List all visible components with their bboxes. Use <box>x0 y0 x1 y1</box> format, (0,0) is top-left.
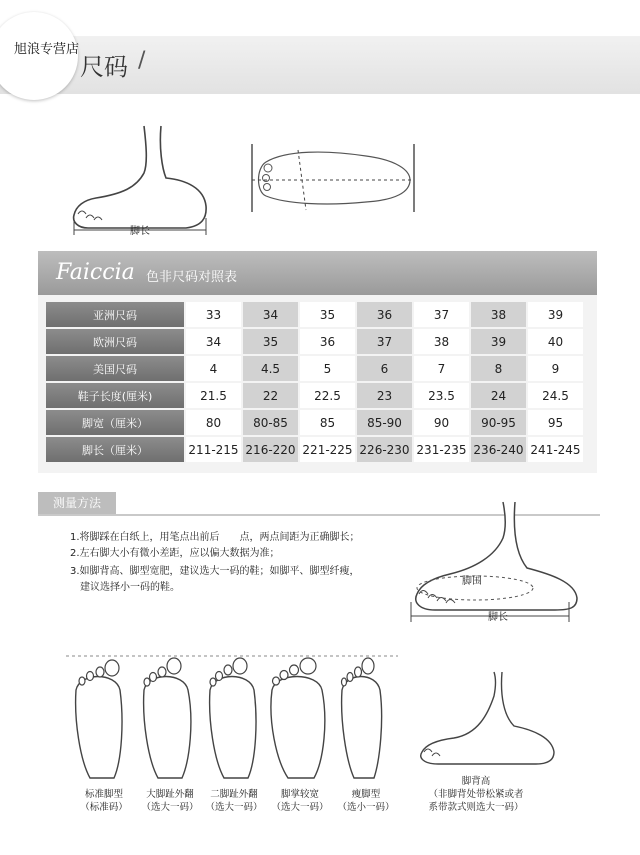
size-row-label: 欧洲尺码 <box>46 329 184 354</box>
brand-name: Faiccia <box>56 260 135 285</box>
size-row-label: 脚长（厘米） <box>46 437 184 462</box>
size-table-row <box>46 410 583 435</box>
foot-type-2-caption: 大脚趾外翻 （选大一码） <box>141 789 199 813</box>
size-cell: 35 <box>300 302 355 327</box>
size-cell: 34 <box>243 302 298 327</box>
page-title: 尺码 <box>80 53 128 81</box>
measure-step-4: 建议选择小一码的鞋。 <box>80 582 180 593</box>
size-cell: 226-230 <box>357 437 412 462</box>
size-cell: 6 <box>357 356 412 381</box>
size-cell: 39 <box>528 302 583 327</box>
size-cell: 4.5 <box>243 356 298 381</box>
size-table-row <box>46 356 583 381</box>
size-cell: 24 <box>471 383 526 408</box>
size-cell: 9 <box>528 356 583 381</box>
measure-step-3: 3.如脚背高、脚型宽肥，建议选大一码的鞋；如脚平、脚型纤瘦， <box>70 566 360 577</box>
top-foot-length-label: 脚长 <box>130 226 150 237</box>
size-cell: 22 <box>243 383 298 408</box>
size-cell: 241-245 <box>528 437 583 462</box>
size-cell: 80 <box>186 410 241 435</box>
measure-step-2: 2.左右脚大小有微小差距，应以偏大数据为准； <box>70 548 280 559</box>
size-cell: 35 <box>243 329 298 354</box>
size-cell: 21.5 <box>186 383 241 408</box>
size-cell: 8 <box>471 356 526 381</box>
foot-type-3-caption: 二脚趾外翻 （选大一码） <box>205 789 263 813</box>
size-row-label: 美国尺码 <box>46 356 184 381</box>
measure-tab: 测量方法 <box>38 492 116 514</box>
size-cell: 236-240 <box>471 437 526 462</box>
size-cell: 22.5 <box>300 383 355 408</box>
size-row-label: 脚宽（厘米） <box>46 410 184 435</box>
size-cell: 4 <box>186 356 241 381</box>
size-table <box>44 300 585 464</box>
size-table-row <box>46 329 583 354</box>
high-instep-illustration <box>414 668 564 768</box>
size-cell: 90-95 <box>471 410 526 435</box>
shop-name: 旭浪专营店 <box>14 42 80 57</box>
size-row-label: 亚洲尺码 <box>46 302 184 327</box>
size-row-label: 鞋子长度(厘米) <box>46 383 184 408</box>
size-cell: 90 <box>414 410 469 435</box>
size-cell: 95 <box>528 410 583 435</box>
foot-types-illustration <box>62 650 402 785</box>
size-table-row <box>46 302 583 327</box>
high-instep-caption: 脚背高 （非脚背处带松紧或者 系带款式则选大一码） <box>428 776 524 813</box>
foot-girth-label: 脚围 <box>462 576 482 587</box>
size-cell: 34 <box>186 329 241 354</box>
foot-outline-top-view <box>246 142 422 214</box>
size-cell: 5 <box>300 356 355 381</box>
size-table-row <box>46 437 583 462</box>
foot-type-5-caption: 瘦脚型 （选小一码） <box>337 789 395 813</box>
size-cell: 23 <box>357 383 412 408</box>
size-cell: 39 <box>471 329 526 354</box>
foot-type-4-caption: 脚掌较宽 （选大一码） <box>271 789 329 813</box>
size-cell: 36 <box>300 329 355 354</box>
foot-type-1-caption: 标准脚型 （标准码） <box>80 789 128 813</box>
size-cell: 36 <box>357 302 412 327</box>
size-cell: 216-220 <box>243 437 298 462</box>
size-cell: 33 <box>186 302 241 327</box>
size-cell: 40 <box>528 329 583 354</box>
size-cell: 7 <box>414 356 469 381</box>
size-cell: 80-85 <box>243 410 298 435</box>
size-cell: 37 <box>357 329 412 354</box>
size-table-row <box>46 383 583 408</box>
size-cell: 24.5 <box>528 383 583 408</box>
size-cell: 85-90 <box>357 410 412 435</box>
foot-length-label: 脚长 <box>488 612 508 623</box>
size-cell: 38 <box>471 302 526 327</box>
size-cell: 85 <box>300 410 355 435</box>
size-cell: 221-225 <box>300 437 355 462</box>
side-foot-illustration <box>66 118 216 238</box>
size-cell: 38 <box>414 329 469 354</box>
measure-step-1: 1.将脚踩在白纸上，用笔点出前后 点，两点间距为正确脚长； <box>70 532 360 543</box>
size-cell: 231-235 <box>414 437 469 462</box>
title-slash: / <box>138 48 146 73</box>
size-cell: 211-215 <box>186 437 241 462</box>
size-table-title: 色非尺码对照表 <box>146 270 238 285</box>
size-cell: 23.5 <box>414 383 469 408</box>
size-cell: 37 <box>414 302 469 327</box>
